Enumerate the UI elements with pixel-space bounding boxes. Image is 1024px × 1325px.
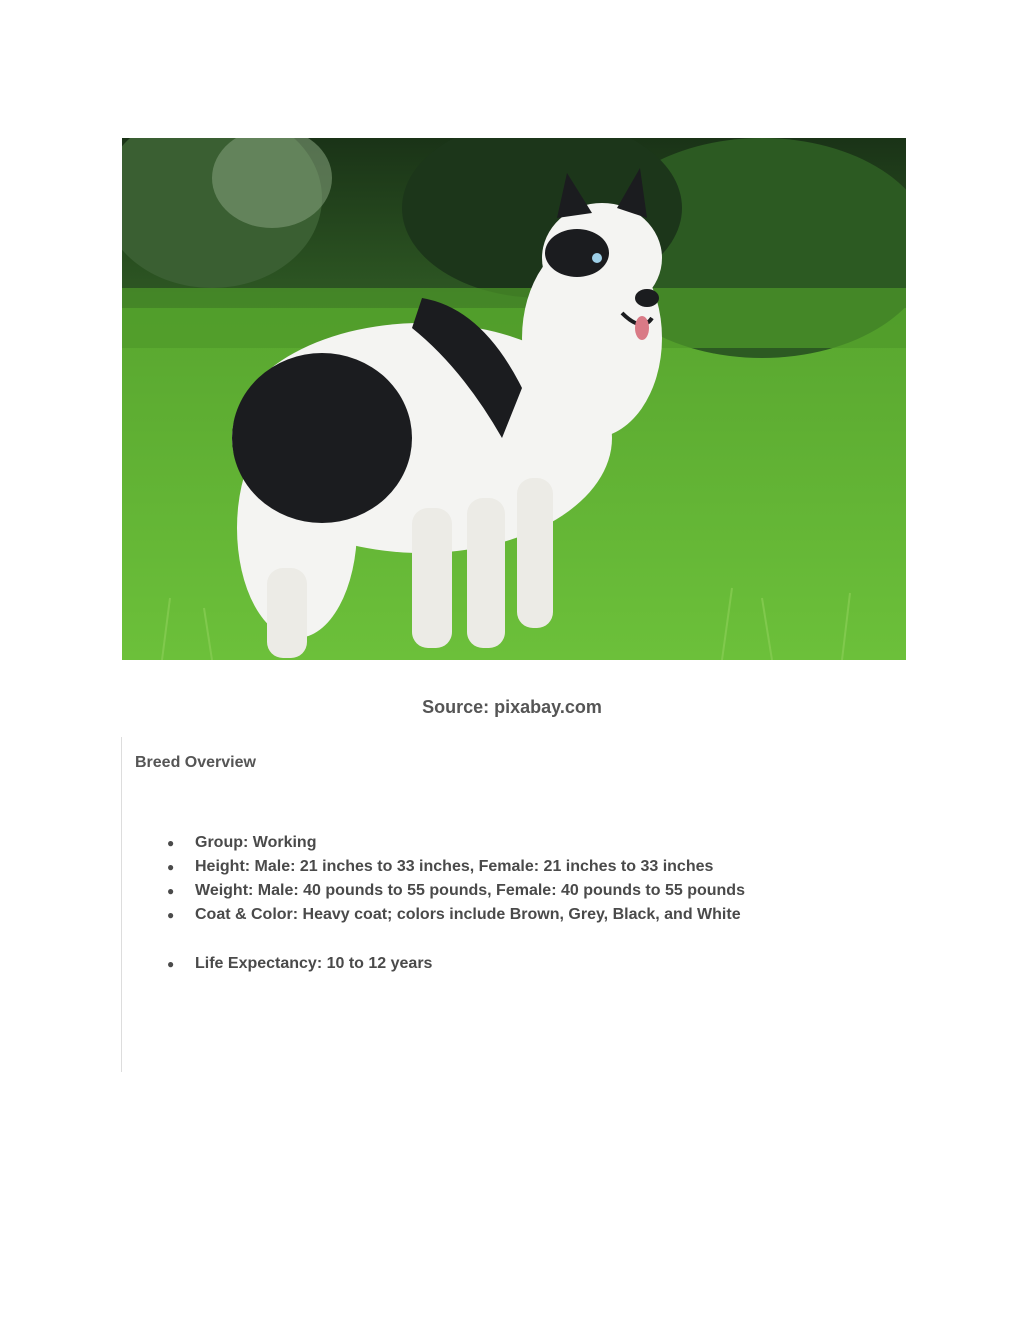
- fact-group: [122, 831, 745, 855]
- section-title: Breed Overview: [135, 754, 256, 771]
- fact-text: Life Expectancy: 10 to 12 years: [195, 955, 433, 972]
- breed-overview-section: [121, 737, 882, 1072]
- fact-text: Group: Working: [195, 834, 317, 851]
- bullet-icon: ●: [167, 860, 175, 874]
- facts-list: [122, 831, 745, 976]
- fact-coat-color: [122, 903, 745, 927]
- fact-text: Coat & Color: Heavy coat; colors include Brown, Grey, Black, and White: [195, 906, 741, 923]
- dog-illustration: [122, 138, 906, 660]
- fact-weight: [122, 879, 745, 903]
- bullet-icon: ●: [167, 884, 175, 898]
- bullet-icon: ●: [167, 957, 175, 971]
- dog-photo: [122, 138, 906, 660]
- bullet-icon: ●: [167, 836, 175, 850]
- fact-text: Height: Male: 21 inches to 33 inches, Female: 21 inches to 33 inches: [195, 858, 714, 875]
- bullet-icon: ●: [167, 908, 175, 922]
- fact-height: [122, 855, 745, 879]
- fact-text: Weight: Male: 40 pounds to 55 pounds, Female: 40 pounds to 55 pounds: [195, 882, 745, 899]
- fact-life-expectancy: [122, 952, 745, 976]
- photo-caption: Source: pixabay.com: [422, 697, 602, 717]
